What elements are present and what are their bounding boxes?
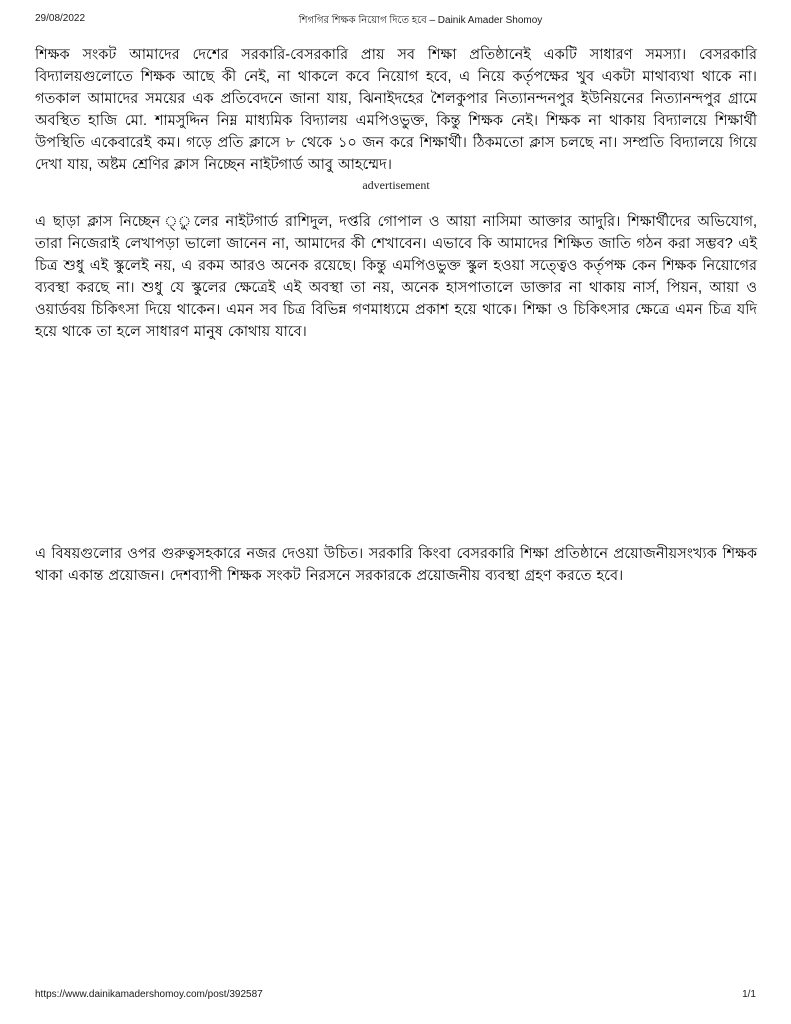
- article-paragraph-2: এ ছাড়া ক্লাস নিচ্ছেন ্ুলের নাইটগার্ড রাশিদুল, দপ্তরি গোপাল ও আয়া নাসিমা আক্তার আদুরি। শিক্ষার্থীদের অভিযোগ, তারা নিজেরাই লেখাপড়া ভালো জানেন না, আমাদের কী শেখাবেন। এভাবে কি আমাদের শিক্ষিত জাতি গঠন করা সম্ভব? এই চিত্র শুধু এই স্কুলেই নয়, এ রকম আরও অনেক রয়েছে। কিন্তু এমপিওভুক্ত স্কুল হওয়া সত্ত্বেও কর্তৃপক্ষ কেন শিক্ষক নিয়োগের ব্যবস্থা করছে না। শুধু যে স্কুলের ক্ষেত্রেই এই অবস্থা তা নয়, অনেক হাসপাতালে ডাক্তার না থাকায় নার্স, পিয়ন, আয়া ও ওয়ার্ডবয় চিকিৎসা দিয়ে থাকেন। এমন সব চিত্র বিভিন্ন গণমাধ্যমে প্রকাশ হয়ে থাকে। শিক্ষা ও চিকিৎসার ক্ষেত্রে এমন চিত্র যদি হয়ে থাকে তা হলে সাধারণ মানুষ কোথায় যাবে।: [35, 214, 757, 340]
- source-url: https://www.dainikamadershomoy.com/post/392587: [35, 989, 263, 1000]
- page-title: শিগগির শিক্ষক নিয়োগ দিতে হবে – Dainik Amader Shomoy: [298, 15, 543, 26]
- article-paragraph-1: শিক্ষক সংকট আমাদের দেশের সরকারি-বেসরকারি প্রায় সব শিক্ষা প্রতিষ্ঠানেই একটি সাধারণ সমস্যা। বেসরকারি বিদ্যালয়গুলোতে শিক্ষক আছে কী নেই, না থাকলে কবে নিয়োগ হবে, এ নিয়ে কর্তৃপক্ষের খুব একটা মাথাব্যথা থাকে না। গতকাল আমাদের সময়ের এক প্রতিবেদনে জানা যায়, ঝিনাইদহের শৈলকুপার নিত্যানন্দনপুর ইউনিয়নের নিত্যানন্দপুর গ্রামে অবস্থিত হাজি মো. শামসুদ্দিন নিম্ন মাধ্যমিক বিদ্যালয় এমপিওভুক্ত, কিন্তু শিক্ষক নেই। শিক্ষক না থাকায় বিদ্যালয়ে শিক্ষার্থী উপস্থিতি একেবারেই কম। গড়ে প্রতি ক্লাসে ৮ থেকে ১০ জন করে শিক্ষার্থী। ঠিকমতো ক্লাস চলছে না। সম্প্রতি বিদ্যালয়ে গিয়ে দেখা যায়, অষ্টম শ্রেণির ক্লাস নিচ্ছেন নাইটগার্ড আবু আহম্মেদ।: [35, 47, 757, 173]
- print-date: 29/08/2022: [35, 13, 86, 24]
- advertisement-empty-placeholder: [35, 350, 757, 540]
- print-footer: [35, 989, 756, 1000]
- page-indicator: 1/1: [742, 989, 756, 1000]
- print-header: [35, 13, 756, 30]
- article-paragraph-3: এ বিষয়গুলোর ওপর গুরুত্বসহকারে নজর দেওয়া উচিত। সরকারি কিংবা বেসরকারি শিক্ষা প্রতিষ্ঠানে প্রয়োজনীয়সংখ্যক শিক্ষক থাকা একান্ত প্রয়োজন। দেশব্যাপী শিক্ষক সংকট নিরসনে সরকারকে প্রয়োজনীয় ব্যবস্থা গ্রহণ করতে হবে।: [35, 546, 757, 584]
- advertisement-label: advertisement: [362, 178, 430, 192]
